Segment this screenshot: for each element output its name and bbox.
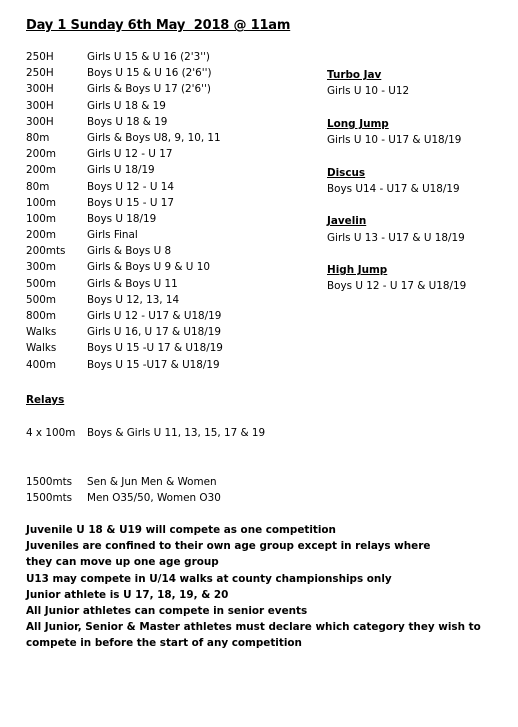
field-event-heading: Long Jump: [327, 118, 389, 130]
event-name: 300H: [26, 115, 54, 128]
event-category: Girls & Boys U 17 (2'6''): [87, 83, 211, 96]
note-line: compete in before the start of any competition: [26, 637, 302, 650]
event-category: Girls U 18/19: [87, 164, 155, 177]
note-line: Junior athlete is U 17, 18, 19, & 20: [26, 588, 229, 601]
note-line: All Junior, Senior & Master athletes must declare which category they wish to: [26, 621, 481, 634]
field-event-heading: Turbo Jav: [327, 69, 382, 81]
note-line: they can move up one age group: [26, 556, 219, 569]
event-category: Girls & Boys U8, 9, 10, 11: [87, 131, 221, 144]
event-name: 200m: [26, 229, 56, 242]
event-name: 200m: [26, 148, 56, 161]
note-line: All Junior athletes can compete in senior events: [26, 604, 308, 617]
event-name: 300H: [26, 83, 54, 96]
event-category: Girls U 12 - U17 & U18/19: [87, 310, 222, 322]
event-category: Boys U 12 - U 14: [87, 180, 174, 193]
event-name: 200m: [26, 164, 56, 177]
event-category: Boys U 18 & 19: [87, 115, 168, 128]
distance-event: 1500mts: [26, 476, 73, 488]
event-category: Boys U 15 - U 17: [87, 196, 174, 209]
rules-notes: [26, 524, 481, 654]
event-category: Girls U 18 & 19: [87, 99, 166, 112]
event-name: 500m: [26, 293, 56, 306]
event-name: 100m: [26, 212, 56, 225]
event-name: 300m: [26, 261, 56, 274]
field-event-heading: High Jump: [327, 264, 388, 276]
event-name: 500m: [26, 277, 56, 290]
distance-category: Men O35/50, Women O30: [87, 492, 221, 504]
event-name: Walks: [26, 326, 57, 339]
field-event-category: Boys U14 - U17 & U18/19: [327, 183, 460, 195]
event-name: 250H: [26, 67, 54, 80]
event-name: 80m: [26, 131, 50, 144]
event-category: Girls Final: [87, 229, 138, 242]
event-category: Girls U 12 - U 17: [87, 148, 173, 161]
event-name: 100m: [26, 196, 56, 209]
event-name: Walks: [26, 342, 57, 355]
distance-event: 1500mts: [26, 492, 73, 504]
note-line: Juveniles are confined to their own age group except in relays where: [26, 540, 431, 553]
event-category: Boys U 15 -U17 & U18/19: [87, 358, 220, 371]
field-event-heading: Javelin: [327, 215, 367, 227]
note-line: U13 may compete in U/14 walks at county championships only: [26, 572, 392, 585]
event-category: Boys U 18/19: [87, 212, 157, 225]
event-category: Boys U 12, 13, 14: [87, 293, 180, 306]
event-name: 80m: [26, 180, 50, 193]
event-category: Girls & Boys U 11: [87, 277, 178, 290]
field-event-category: Boys U 12 - U 17 & U18/19: [327, 280, 467, 292]
event-name: 800m: [26, 310, 56, 322]
event-category: Girls U 16, U 17 & U18/19: [87, 326, 221, 339]
event-name: 400m: [26, 358, 56, 371]
relay-event: 4 x 100m: [26, 427, 76, 439]
distance-category: Sen & Jun Men & Women: [87, 476, 217, 488]
field-event-category: Girls U 13 - U17 & U 18/19: [327, 232, 465, 244]
field-event-heading: Discus: [327, 167, 366, 179]
event-name: 200mts: [26, 245, 66, 258]
event-category: Boys U 15 -U 17 & U18/19: [87, 342, 223, 355]
relays-heading: Relays: [26, 394, 65, 406]
event-name: 300H: [26, 99, 54, 112]
event-category: Girls U 15 & U 16 (2'3''): [87, 51, 210, 63]
event-category: Girls & Boys U 9 & U 10: [87, 261, 210, 274]
relay-category: Boys & Girls U 11, 13, 15, 17 & 19: [87, 427, 266, 439]
event-category: Girls & Boys U 8: [87, 245, 172, 258]
field-event-category: Girls U 10 - U17 & U18/19: [327, 134, 462, 146]
note-line: Juvenile U 18 & U19 will compete as one competition: [26, 524, 336, 536]
page-title: Day 1 Sunday 6th May 2018 @ 11am: [26, 18, 291, 33]
event-name: 250H: [26, 51, 54, 63]
field-event-category: Girls U 10 - U12: [327, 85, 410, 97]
event-category: Boys U 15 & U 16 (2'6''): [87, 67, 212, 80]
